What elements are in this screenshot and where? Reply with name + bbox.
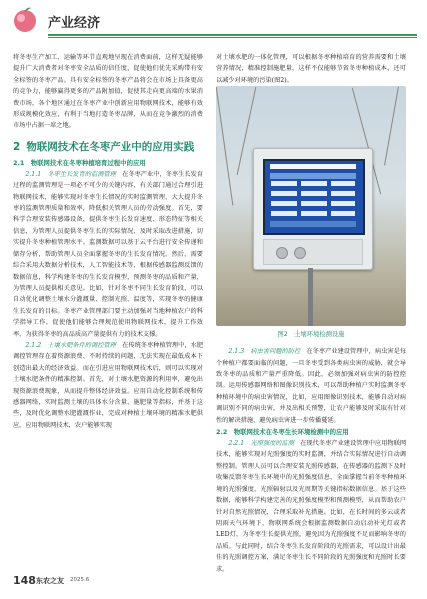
- screen-cell: [271, 191, 297, 196]
- subsection-heading: 2.2 物联网技术在冬枣生长环境检测中的应用: [216, 428, 349, 437]
- body-paragraph: 将冬枣生产加工、运输等环节直观地呈现在消费面前，这样无疑能够提升广大消费者对冬枣安全品质的信任度，促使他们优先采购带有安全标签的冬枣产品。具有安全标签的冬枣产品将会在市场上具备更高的竞争力，能够赢得更多的产品附加值，促使其走向更高端的水果消费市场，各个地区通过在冬枣产业中创新应用物联网技术，能够有效形成规模化效应，有利于当地打造冬枣品牌，从而在竞争激烈的消费市场中占据一席之地。: [13, 54, 203, 130]
- screen-cell: [301, 191, 327, 196]
- body-paragraph: 对土壤水肥的一体化管理，可以根据冬枣种植培育的营养需要和土壤营养情况，精准控制施肥量，这样不仅能够节省冬枣种植成本，还可以减少对环境的污染(图2)。: [216, 54, 406, 84]
- section-heading: [13, 140, 203, 154]
- screen-cell: [331, 211, 355, 216]
- screen-cell: [301, 201, 327, 206]
- knob-icon: [276, 247, 288, 259]
- soil-monitoring-device-photo: [216, 86, 406, 326]
- screen-row: [270, 173, 356, 179]
- body-paragraph: [13, 169, 203, 340]
- tree-branch: [384, 87, 399, 166]
- knob-icon: [294, 247, 306, 259]
- page-header: [0, 0, 427, 44]
- subsubsection-heading: 2.1.2 土壤水肥条件的调控管理: [25, 341, 116, 349]
- screen-cell: [271, 201, 297, 206]
- body-paragraph: [13, 340, 203, 431]
- issue-number: 2025.6: [70, 577, 90, 583]
- screen-cell: [331, 191, 355, 196]
- screen-title-bar: [270, 164, 356, 169]
- figure-caption: 图2 土壤环境检测设施: [277, 331, 345, 339]
- screen-cell: [301, 181, 327, 186]
- section-number: 2: [13, 140, 21, 153]
- section-title: 产业经济: [48, 16, 101, 31]
- apple-logo-icon: [11, 6, 39, 34]
- tree-branch: [216, 87, 233, 206]
- subsubsection-heading: 2.1.1 冬枣生长发育的监测管理: [25, 170, 116, 178]
- page-footer: [0, 572, 427, 599]
- device-pole: [308, 268, 313, 326]
- paragraph-text: 在冬枣产业中，冬枣生长发育过程的监测管理是一项必不可少的关键内容，有关部门通过合理引进物联网技术，能够实现对冬枣生长情况的实时监测管理，大大提升冬枣的监测管理质量和效率，降低相关管理人员的劳动强度。首先，要科学合理安装传感器设备，提供冬枣生长发育速度、形态特征等相关信息，为管理人员提供冬枣生长的实际情况，及时采取改进措施，切实提升冬枣种植管理水平。监测数据可以基于云平台进行安全传递和储存分析，帮助管理人员全面掌握冬枣的生长发育情况，然后，需要综合采用大数据分析技术，人工智能技术等，根据传感器监测反馈的数据信息，科学构建冬枣的生长发育模型，预测冬枣的品质和产量，为管理人员提供相关意见。比如，针对冬枣不同生长发育阶段，可以自动优化调整土壤水分灌溉量、控制光照、温度等，实现冬枣的健康生长发育的目标。冬枣产业管理部门要主动加强对当地种植农户的科学指导工作，促使他们能够合理规范使用物联网技术，提升工作效率，为获得冬枣的高品质高产量提供有力的技术支撑。: [13, 170, 204, 338]
- screen-cell: [271, 211, 297, 216]
- screen-row: [270, 221, 356, 227]
- device-screen: [263, 159, 365, 235]
- page-number: 148: [13, 574, 36, 587]
- screen-cell: [331, 201, 355, 206]
- screen-cell: [271, 181, 297, 186]
- monitoring-device: [253, 148, 373, 270]
- journal-name: 东农之友: [36, 577, 64, 585]
- section-heading-text: 物联网技术在冬枣产业中的应用实践: [26, 140, 195, 153]
- left-column: [13, 52, 203, 431]
- device-control-panel: [263, 239, 363, 265]
- body-paragraph: [216, 346, 406, 426]
- subsection-heading: 2.1 物联网技术在冬枣种植培育过程中的应用: [13, 158, 146, 167]
- subsubsection-heading: 2.2.1 光照强度的监测: [228, 440, 294, 448]
- header-divider-thin: [48, 37, 417, 38]
- screen-cell: [331, 181, 355, 186]
- right-column: [216, 52, 406, 575]
- body-paragraph: [216, 438, 406, 575]
- subsubsection-heading: 2.1.3 病虫害问题的防控: [228, 348, 301, 356]
- paragraph-text: 在冬枣产业建设管理中，病虫害是每个种植户都要面临的问题，一旦冬枣受到各类病虫害的威胁，就会导致冬枣的品质和产量严重降低。因此，必须加强对病虫害的防控控制。运用传感器网络和图像识别技术，可以帮助种植户实时监测冬枣种植环境中的病虫害情况，比如，应用图像识别技术，能够自动对病调识别不同的病虫害，并及出相关预警，让农户能够及时采取有针对性的解决措施，避免病虫害进一步传播蔓延。: [216, 348, 407, 424]
- header-divider: [48, 34, 417, 36]
- paragraph-text: 在现代冬枣产业建设管理中应用物联网技术，能够实现对光照强度的实时监测，并结合实际情况进行自动调整控制。管理人员可以合理安装光照传感器，在传感器的监测下及时收集反馈冬枣生长环境中的光照强度信息，全面掌握当前冬枣种植环境的光照强度、光照辐射以及光周期等关键指标数据信息。基于这些数据，能够科学构建完善的光照强度模型和预测模型，从而帮助农户针对自然光照情况，合理采取补光措施。比如，在长时间的多云或者阴雨天气环境下，物联网系统会根据监测数据自动启动补光灯或者LED灯，为冬枣生长提供光照，避免因为光照强度不足而影响冬枣的品质。与此同时，结合冬枣生长发育阶段的光照需求，可以设计出最佳的光照调控方案，满足冬枣生长不同阶段的光照强度和光照时长要求。: [216, 440, 407, 573]
- screen-cell: [301, 211, 327, 216]
- paragraph-text: 在传统冬枣种植管理中，水肥调控管理存在着资源浪费、不时持续的问题，无法实现在最低成本下创造出最大的经济效益。而在引进应用物联网技术后，则可以实现对土壤水肥条件的精准控制。首先，对土壤水肥资源的利用率，避免出现资源浪费现象，从而提升整体经济效益。应用自动化控制系统和传感器网络，实时监测土壤的具体水分含量、施肥量等指标，并基于这些，及时优化调整水肥灌溉作业，完成对种植土壤环境的精准水肥供应。应用物联网技术，农户能够实现: [13, 341, 204, 429]
